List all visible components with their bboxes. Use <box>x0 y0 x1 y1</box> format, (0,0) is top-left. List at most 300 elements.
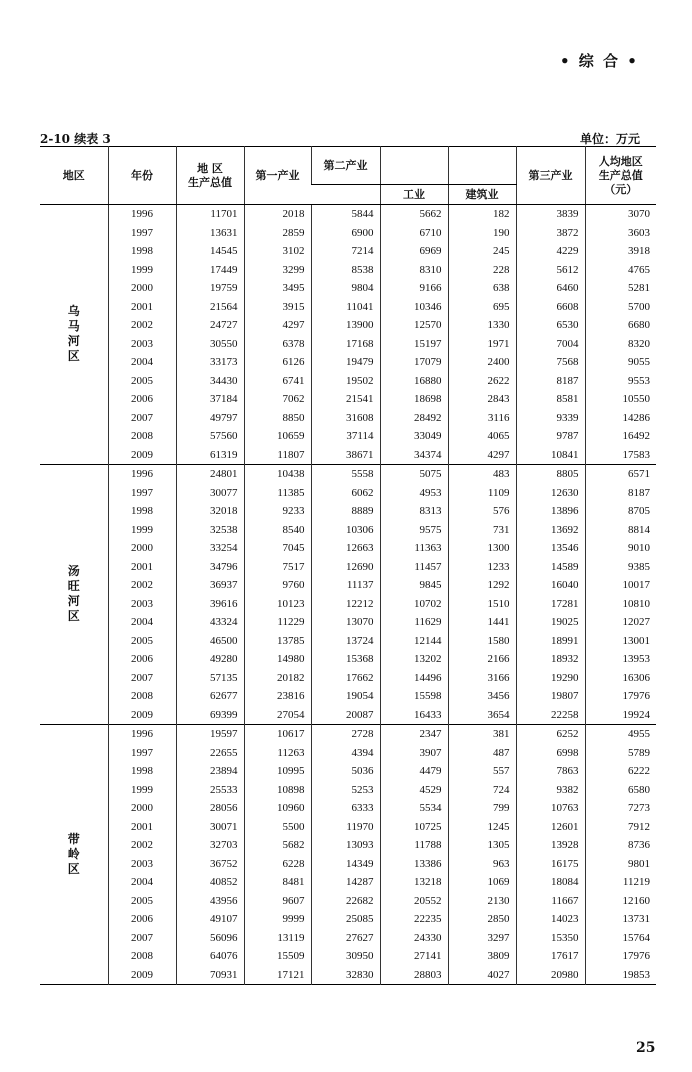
industry-cell: 22235 <box>380 910 448 929</box>
primary-cell: 3299 <box>244 261 311 280</box>
construction-cell: 2166 <box>448 650 516 669</box>
table-row <box>40 744 656 763</box>
gdp-cell: 49797 <box>176 409 244 428</box>
table-row <box>40 279 656 298</box>
per-capita-cell: 19924 <box>622 708 650 721</box>
gdp-cell: 37184 <box>176 390 244 409</box>
construction-cell: 483 <box>448 465 516 484</box>
per-capita-cell: 5789 <box>628 746 650 759</box>
construction-cell: 487 <box>448 744 516 763</box>
secondary-cell: 5558 <box>311 465 380 484</box>
per-capita-cell: 10550 <box>622 393 650 406</box>
industry-cell: 5075 <box>380 465 448 484</box>
per-capita-cell: 8187 <box>628 486 650 499</box>
tertiary-cell: 10763 <box>516 799 585 818</box>
year-cell: 2009 <box>108 966 176 985</box>
tertiary-cell: 8805 <box>516 465 585 484</box>
tertiary-cell: 17617 <box>516 947 585 966</box>
gdp-cell: 30071 <box>176 818 244 837</box>
table-row <box>40 409 656 428</box>
primary-cell: 6378 <box>244 335 311 354</box>
year-cell: 1996 <box>108 465 176 484</box>
construction-cell: 2843 <box>448 390 516 409</box>
industry-cell: 5662 <box>380 205 448 224</box>
primary-cell: 14980 <box>244 650 311 669</box>
industry-cell: 28492 <box>380 409 448 428</box>
gdp-cell: 19759 <box>176 279 244 298</box>
table-row <box>40 687 656 706</box>
header-per-capita-line3: （元） <box>604 182 638 196</box>
primary-cell: 2859 <box>244 224 311 243</box>
primary-cell: 3915 <box>244 298 311 317</box>
secondary-cell: 8538 <box>311 261 380 280</box>
table-row <box>40 855 656 874</box>
per-capita-cell: 13953 <box>622 653 650 666</box>
secondary-cell: 13070 <box>311 613 380 632</box>
primary-cell: 7062 <box>244 390 311 409</box>
per-capita-cell: 3918 <box>628 245 650 258</box>
header-construction: 建筑业 <box>448 185 516 205</box>
industry-cell: 13202 <box>380 650 448 669</box>
tertiary-cell: 14023 <box>516 910 585 929</box>
tertiary-cell: 9339 <box>516 409 585 428</box>
header-gdp-line2: 生产总值 <box>188 175 232 189</box>
per-capita-cell: 9801 <box>628 857 650 870</box>
per-capita-cell: 7273 <box>628 802 650 815</box>
primary-cell: 3495 <box>244 279 311 298</box>
primary-cell: 13119 <box>244 929 311 948</box>
table-row <box>40 298 656 317</box>
per-capita-cell: 6571 <box>585 465 656 484</box>
secondary-cell: 5036 <box>311 762 380 781</box>
secondary-cell: 11970 <box>311 818 380 837</box>
table-row <box>40 335 656 354</box>
table-row <box>40 818 656 837</box>
secondary-cell: 13093 <box>311 836 380 855</box>
table-row <box>40 484 656 503</box>
primary-cell: 9607 <box>244 892 311 911</box>
gdp-cell: 61319 <box>176 446 244 465</box>
tertiary-cell: 12630 <box>516 484 585 503</box>
per-capita-cell: 19853 <box>622 968 650 981</box>
secondary-cell: 31608 <box>311 409 380 428</box>
secondary-cell: 12212 <box>311 595 380 614</box>
per-capita-cell: 9553 <box>628 374 650 387</box>
tertiary-cell: 8187 <box>516 372 585 391</box>
industry-cell: 12144 <box>380 632 448 651</box>
per-capita-cell: 6222 <box>628 765 650 778</box>
gdp-cell: 24727 <box>176 316 244 335</box>
gdp-cell: 49107 <box>176 910 244 929</box>
year-cell: 2000 <box>108 799 176 818</box>
construction-cell: 228 <box>448 261 516 280</box>
tertiary-cell: 6608 <box>516 298 585 317</box>
primary-cell: 3102 <box>244 242 311 261</box>
primary-cell: 7045 <box>244 539 311 558</box>
gdp-cell: 36937 <box>176 576 244 595</box>
table-row <box>40 372 656 391</box>
year-cell: 2000 <box>108 539 176 558</box>
tertiary-cell: 6998 <box>516 744 585 763</box>
industry-cell: 11629 <box>380 613 448 632</box>
table-row <box>40 799 656 818</box>
industry-cell: 11457 <box>380 558 448 577</box>
region-cell <box>40 465 108 725</box>
construction-cell: 3166 <box>448 669 516 688</box>
tertiary-cell: 15350 <box>516 929 585 948</box>
construction-cell: 1305 <box>448 836 516 855</box>
primary-cell: 10995 <box>244 762 311 781</box>
construction-cell: 1292 <box>448 576 516 595</box>
industry-cell: 15598 <box>380 687 448 706</box>
primary-cell: 15509 <box>244 947 311 966</box>
per-capita-cell: 9055 <box>628 356 650 369</box>
tertiary-cell: 11667 <box>516 892 585 911</box>
gdp-cell: 32703 <box>176 836 244 855</box>
year-cell: 2006 <box>108 910 176 929</box>
gdp-cell: 46500 <box>176 632 244 651</box>
gdp-cell: 32538 <box>176 521 244 540</box>
industry-cell: 16433 <box>380 706 448 725</box>
tertiary-cell: 16175 <box>516 855 585 874</box>
gdp-cell: 24801 <box>176 465 244 484</box>
year-cell: 2000 <box>108 279 176 298</box>
per-capita-cell: 8736 <box>628 839 650 852</box>
year-cell: 2004 <box>108 873 176 892</box>
construction-cell: 4297 <box>448 446 516 465</box>
construction-cell: 3809 <box>448 947 516 966</box>
per-capita-cell: 14286 <box>622 411 650 424</box>
tertiary-cell: 13692 <box>516 521 585 540</box>
table-row <box>40 892 656 911</box>
primary-cell: 10898 <box>244 781 311 800</box>
industry-cell: 6710 <box>380 224 448 243</box>
year-cell: 1998 <box>108 242 176 261</box>
construction-cell: 3297 <box>448 929 516 948</box>
section-title: • 综 合 • <box>560 52 639 70</box>
gdp-cell: 25533 <box>176 781 244 800</box>
tertiary-cell: 9382 <box>516 781 585 800</box>
secondary-cell: 30950 <box>311 947 380 966</box>
industry-cell: 27141 <box>380 947 448 966</box>
tertiary-cell: 3872 <box>516 224 585 243</box>
tertiary-cell: 20980 <box>516 966 585 985</box>
per-capita-cell: 9385 <box>628 560 650 573</box>
industry-cell: 3907 <box>380 744 448 763</box>
table-row <box>40 390 656 409</box>
year-cell: 2007 <box>108 409 176 428</box>
gdp-cell: 34430 <box>176 372 244 391</box>
gdp-cell: 22655 <box>176 744 244 763</box>
per-capita-cell: 17976 <box>622 950 650 963</box>
table-row <box>40 446 656 465</box>
construction-cell: 2400 <box>448 353 516 372</box>
table-row <box>40 725 656 744</box>
industry-cell: 10725 <box>380 818 448 837</box>
per-capita-cell: 7912 <box>628 820 650 833</box>
year-cell: 1997 <box>108 484 176 503</box>
year-cell: 2002 <box>108 316 176 335</box>
gdp-cell: 13631 <box>176 224 244 243</box>
table-row <box>40 966 656 985</box>
year-cell: 2004 <box>108 353 176 372</box>
secondary-cell: 8889 <box>311 502 380 521</box>
construction-cell: 1510 <box>448 595 516 614</box>
industry-cell: 4953 <box>380 484 448 503</box>
primary-cell: 23816 <box>244 687 311 706</box>
construction-cell: 1300 <box>448 539 516 558</box>
table-header <box>40 147 656 205</box>
per-capita-cell: 6680 <box>628 319 650 332</box>
header-per-capita <box>585 147 656 205</box>
tertiary-cell: 7568 <box>516 353 585 372</box>
tertiary-cell: 17281 <box>516 595 585 614</box>
year-cell: 2004 <box>108 613 176 632</box>
primary-cell: 10123 <box>244 595 311 614</box>
secondary-cell: 14349 <box>311 855 380 874</box>
per-capita-cell: 10810 <box>622 597 650 610</box>
header-secondary: 第二产业 <box>311 147 380 185</box>
primary-cell: 6126 <box>244 353 311 372</box>
construction-cell: 4065 <box>448 427 516 446</box>
table-row <box>40 242 656 261</box>
construction-cell: 1330 <box>448 316 516 335</box>
header-region: 地区 <box>40 147 108 205</box>
tertiary-cell: 5612 <box>516 261 585 280</box>
construction-cell: 3654 <box>448 706 516 725</box>
year-cell: 1997 <box>108 744 176 763</box>
primary-cell: 8850 <box>244 409 311 428</box>
per-capita-cell: 16306 <box>622 671 650 684</box>
per-capita-cell: 8814 <box>628 523 650 536</box>
table-row <box>40 558 656 577</box>
per-capita-cell: 5281 <box>628 282 650 295</box>
header-gdp <box>176 147 244 205</box>
header-per-capita-line1: 人均地区 <box>598 154 643 168</box>
gdp-cell: 34796 <box>176 558 244 577</box>
year-cell: 1999 <box>108 261 176 280</box>
industry-cell: 33049 <box>380 427 448 446</box>
table-row <box>40 465 656 484</box>
secondary-cell: 20087 <box>311 706 380 725</box>
construction-cell: 799 <box>448 799 516 818</box>
gdp-cell: 62677 <box>176 687 244 706</box>
year-cell: 1998 <box>108 762 176 781</box>
gdp-cell: 36752 <box>176 855 244 874</box>
tertiary-cell: 18932 <box>516 650 585 669</box>
tertiary-cell: 8581 <box>516 390 585 409</box>
table-row <box>40 762 656 781</box>
tertiary-cell: 4229 <box>516 242 585 261</box>
year-cell: 2001 <box>108 298 176 317</box>
header-primary: 第一产业 <box>244 147 311 205</box>
gdp-cell: 30077 <box>176 484 244 503</box>
region-label: 乌马河区 <box>67 304 80 363</box>
tertiary-cell: 13928 <box>516 836 585 855</box>
construction-cell: 1109 <box>448 484 516 503</box>
table-row <box>40 706 656 725</box>
secondary-cell: 17662 <box>311 669 380 688</box>
industry-cell: 13218 <box>380 873 448 892</box>
year-cell: 2003 <box>108 335 176 354</box>
year-cell: 1996 <box>108 205 176 224</box>
industry-cell: 18698 <box>380 390 448 409</box>
construction-cell: 1069 <box>448 873 516 892</box>
statistics-table <box>40 146 656 985</box>
tertiary-cell: 9787 <box>516 427 585 446</box>
gdp-cell: 32018 <box>176 502 244 521</box>
gdp-cell: 57560 <box>176 427 244 446</box>
secondary-cell: 22682 <box>311 892 380 911</box>
secondary-cell: 6062 <box>311 484 380 503</box>
construction-cell: 182 <box>448 205 516 224</box>
construction-cell: 190 <box>448 224 516 243</box>
secondary-cell: 15368 <box>311 650 380 669</box>
per-capita-cell: 4765 <box>628 263 650 276</box>
per-capita-cell: 12027 <box>622 616 650 629</box>
construction-cell: 724 <box>448 781 516 800</box>
primary-cell: 11229 <box>244 613 311 632</box>
year-cell: 2002 <box>108 576 176 595</box>
table-row <box>40 781 656 800</box>
construction-cell: 1580 <box>448 632 516 651</box>
industry-cell: 20552 <box>380 892 448 911</box>
table-row <box>40 502 656 521</box>
table-row <box>40 613 656 632</box>
primary-cell: 5500 <box>244 818 311 837</box>
gdp-cell: 70931 <box>176 966 244 985</box>
primary-cell: 9233 <box>244 502 311 521</box>
header-secondary-blank <box>311 185 380 205</box>
unit-label: 单位：万元 <box>580 132 641 146</box>
year-cell: 2008 <box>108 947 176 966</box>
region-cell <box>40 725 108 985</box>
industry-cell: 28803 <box>380 966 448 985</box>
primary-cell: 20182 <box>244 669 311 688</box>
gdp-cell: 57135 <box>176 669 244 688</box>
tertiary-cell: 22258 <box>516 706 585 725</box>
construction-cell: 1245 <box>448 818 516 837</box>
construction-cell: 381 <box>448 725 516 744</box>
header-blank-1 <box>380 147 448 185</box>
table-row <box>40 595 656 614</box>
year-cell: 2008 <box>108 687 176 706</box>
per-capita-cell: 9010 <box>628 542 650 555</box>
industry-cell: 11363 <box>380 539 448 558</box>
table-row <box>40 632 656 651</box>
table-row <box>40 910 656 929</box>
gdp-cell: 23894 <box>176 762 244 781</box>
gdp-cell: 40852 <box>176 873 244 892</box>
primary-cell: 11263 <box>244 744 311 763</box>
per-capita-cell: 8705 <box>628 505 650 518</box>
construction-cell: 1441 <box>448 613 516 632</box>
tertiary-cell: 6530 <box>516 316 585 335</box>
industry-cell: 34374 <box>380 446 448 465</box>
secondary-cell: 6333 <box>311 799 380 818</box>
industry-cell: 14496 <box>380 669 448 688</box>
tertiary-cell: 18084 <box>516 873 585 892</box>
construction-cell: 576 <box>448 502 516 521</box>
year-cell: 2002 <box>108 836 176 855</box>
construction-cell: 4027 <box>448 966 516 985</box>
secondary-cell: 14287 <box>311 873 380 892</box>
secondary-cell: 9804 <box>311 279 380 298</box>
table-identifier: 2-10 续表 3 <box>40 132 111 146</box>
construction-cell: 963 <box>448 855 516 874</box>
table-row <box>40 576 656 595</box>
per-capita-cell: 17976 <box>622 690 650 703</box>
year-cell: 2001 <box>108 558 176 577</box>
tertiary-cell: 3839 <box>516 205 585 224</box>
tertiary-cell: 19290 <box>516 669 585 688</box>
per-capita-cell: 13001 <box>622 634 650 647</box>
per-capita-cell: 11219 <box>622 876 650 889</box>
secondary-cell: 38671 <box>311 446 380 465</box>
gdp-cell: 30550 <box>176 335 244 354</box>
secondary-cell: 19479 <box>311 353 380 372</box>
secondary-cell: 17168 <box>311 335 380 354</box>
industry-cell: 4529 <box>380 781 448 800</box>
industry-cell: 16880 <box>380 372 448 391</box>
per-capita-cell: 8320 <box>628 337 650 350</box>
secondary-cell: 13900 <box>311 316 380 335</box>
year-cell: 2009 <box>108 706 176 725</box>
industry-cell: 9845 <box>380 576 448 595</box>
secondary-cell: 32830 <box>311 966 380 985</box>
construction-cell: 2130 <box>448 892 516 911</box>
gdp-cell: 21564 <box>176 298 244 317</box>
gdp-cell: 39616 <box>176 595 244 614</box>
primary-cell: 10659 <box>244 427 311 446</box>
construction-cell: 638 <box>448 279 516 298</box>
gdp-cell: 28056 <box>176 799 244 818</box>
primary-cell: 2018 <box>244 205 311 224</box>
gdp-cell: 49280 <box>176 650 244 669</box>
secondary-cell: 12663 <box>311 539 380 558</box>
secondary-cell: 5253 <box>311 781 380 800</box>
construction-cell: 3116 <box>448 409 516 428</box>
per-capita-cell: 17583 <box>622 448 650 461</box>
table-row <box>40 224 656 243</box>
secondary-cell: 10306 <box>311 521 380 540</box>
gdp-cell: 14545 <box>176 242 244 261</box>
secondary-cell: 11041 <box>311 298 380 317</box>
gdp-cell: 43324 <box>176 613 244 632</box>
secondary-cell: 19054 <box>311 687 380 706</box>
secondary-cell: 11137 <box>311 576 380 595</box>
header-blank-2 <box>448 147 516 185</box>
tertiary-cell: 13546 <box>516 539 585 558</box>
construction-cell: 2850 <box>448 910 516 929</box>
region-label: 汤旺河区 <box>67 564 80 623</box>
primary-cell: 6741 <box>244 372 311 391</box>
primary-cell: 11807 <box>244 446 311 465</box>
year-cell: 2007 <box>108 669 176 688</box>
table-row <box>40 205 656 224</box>
industry-cell: 13386 <box>380 855 448 874</box>
year-cell: 1997 <box>108 224 176 243</box>
primary-cell: 10617 <box>244 725 311 744</box>
primary-cell: 17121 <box>244 966 311 985</box>
construction-cell: 1233 <box>448 558 516 577</box>
table-row <box>40 929 656 948</box>
header-per-capita-line2: 生产总值 <box>598 168 643 182</box>
industry-cell: 24330 <box>380 929 448 948</box>
secondary-cell: 21541 <box>311 390 380 409</box>
table-row <box>40 650 656 669</box>
industry-cell: 15197 <box>380 335 448 354</box>
